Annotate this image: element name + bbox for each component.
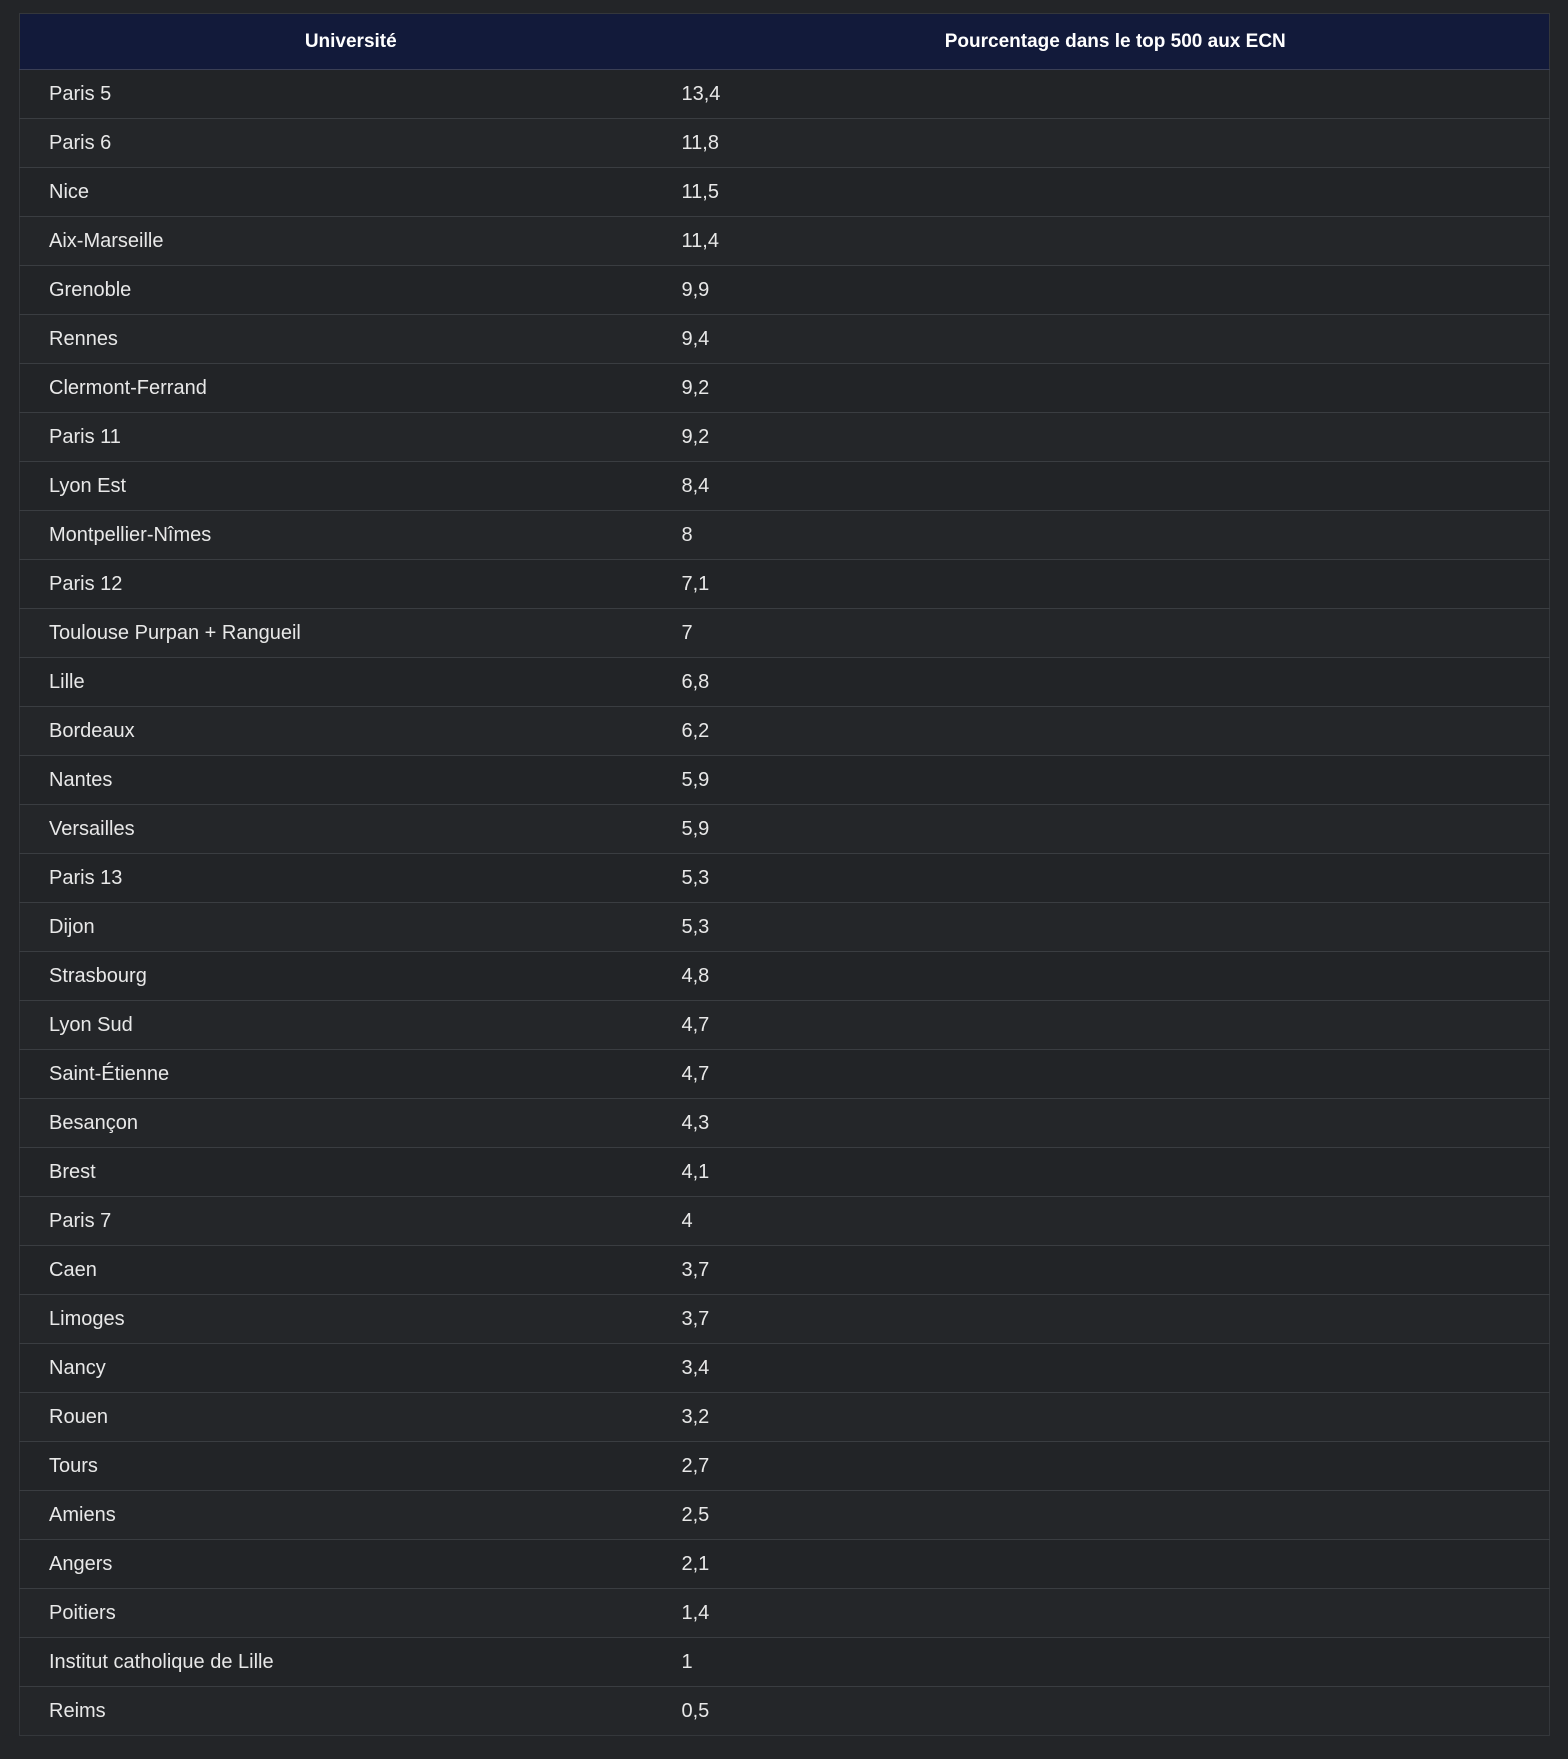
cell-pourcentage: 9,2 xyxy=(682,364,1550,413)
table-row xyxy=(20,1687,1550,1736)
table-row xyxy=(20,854,1550,903)
table-row xyxy=(20,1197,1550,1246)
table-row xyxy=(20,952,1550,1001)
cell-universite: Rennes xyxy=(20,315,682,364)
table-row xyxy=(20,1050,1550,1099)
cell-pourcentage: 5,3 xyxy=(682,854,1550,903)
cell-pourcentage: 7,1 xyxy=(682,560,1550,609)
cell-pourcentage: 3,2 xyxy=(682,1393,1550,1442)
cell-pourcentage: 4,7 xyxy=(682,1001,1550,1050)
cell-pourcentage: 8 xyxy=(682,511,1550,560)
cell-universite: Tours xyxy=(20,1442,682,1491)
cell-pourcentage: 5,9 xyxy=(682,805,1550,854)
cell-universite: Aix-Marseille xyxy=(20,217,682,266)
table-row xyxy=(20,1442,1550,1491)
cell-pourcentage: 4 xyxy=(682,1197,1550,1246)
table-row xyxy=(20,1099,1550,1148)
cell-universite: Paris 6 xyxy=(20,119,682,168)
table-row xyxy=(20,1393,1550,1442)
table-row xyxy=(20,707,1550,756)
cell-pourcentage: 5,3 xyxy=(682,903,1550,952)
table-row xyxy=(20,756,1550,805)
cell-universite: Poitiers xyxy=(20,1589,682,1638)
table-row xyxy=(20,511,1550,560)
cell-universite: Limoges xyxy=(20,1295,682,1344)
table-row xyxy=(20,1295,1550,1344)
table-row xyxy=(20,1540,1550,1589)
cell-universite: Dijon xyxy=(20,903,682,952)
cell-pourcentage: 3,4 xyxy=(682,1344,1550,1393)
cell-pourcentage: 1,4 xyxy=(682,1589,1550,1638)
cell-universite: Clermont-Ferrand xyxy=(20,364,682,413)
cell-pourcentage: 1 xyxy=(682,1638,1550,1687)
cell-pourcentage: 4,8 xyxy=(682,952,1550,1001)
cell-pourcentage: 7 xyxy=(682,609,1550,658)
cell-pourcentage: 9,9 xyxy=(682,266,1550,315)
header-row xyxy=(20,14,1550,70)
table-container xyxy=(19,13,1549,1736)
cell-universite: Paris 13 xyxy=(20,854,682,903)
cell-universite: Paris 7 xyxy=(20,1197,682,1246)
table-row xyxy=(20,462,1550,511)
table-row xyxy=(20,364,1550,413)
cell-universite: Versailles xyxy=(20,805,682,854)
cell-universite: Grenoble xyxy=(20,266,682,315)
table-header xyxy=(20,14,1550,70)
cell-pourcentage: 2,7 xyxy=(682,1442,1550,1491)
cell-universite: Saint-Étienne xyxy=(20,1050,682,1099)
cell-pourcentage: 6,8 xyxy=(682,658,1550,707)
table-row xyxy=(20,658,1550,707)
cell-universite: Reims xyxy=(20,1687,682,1736)
cell-universite: Lyon Est xyxy=(20,462,682,511)
cell-universite: Amiens xyxy=(20,1491,682,1540)
table-row xyxy=(20,560,1550,609)
table-row xyxy=(20,903,1550,952)
table-row xyxy=(20,609,1550,658)
table-row xyxy=(20,1001,1550,1050)
cell-pourcentage: 0,5 xyxy=(682,1687,1550,1736)
cell-universite: Lyon Sud xyxy=(20,1001,682,1050)
cell-universite: Toulouse Purpan + Rangueil xyxy=(20,609,682,658)
table-row xyxy=(20,217,1550,266)
cell-universite: Nancy xyxy=(20,1344,682,1393)
cell-universite: Paris 5 xyxy=(20,70,682,119)
cell-universite: Bordeaux xyxy=(20,707,682,756)
cell-universite: Montpellier-Nîmes xyxy=(20,511,682,560)
cell-universite: Strasbourg xyxy=(20,952,682,1001)
cell-universite: Paris 11 xyxy=(20,413,682,462)
cell-universite: Besançon xyxy=(20,1099,682,1148)
table-row xyxy=(20,1638,1550,1687)
cell-pourcentage: 11,4 xyxy=(682,217,1550,266)
cell-universite: Rouen xyxy=(20,1393,682,1442)
cell-pourcentage: 2,5 xyxy=(682,1491,1550,1540)
table-row xyxy=(20,1589,1550,1638)
cell-pourcentage: 11,8 xyxy=(682,119,1550,168)
table-row xyxy=(20,315,1550,364)
ranking-table xyxy=(19,13,1550,1736)
cell-universite: Nantes xyxy=(20,756,682,805)
cell-pourcentage: 8,4 xyxy=(682,462,1550,511)
table-row xyxy=(20,1344,1550,1393)
table-row xyxy=(20,266,1550,315)
table-row xyxy=(20,1148,1550,1197)
table-row xyxy=(20,805,1550,854)
cell-pourcentage: 11,5 xyxy=(682,168,1550,217)
table-row xyxy=(20,70,1550,119)
cell-pourcentage: 5,9 xyxy=(682,756,1550,805)
table-row xyxy=(20,413,1550,462)
table-row xyxy=(20,1246,1550,1295)
cell-pourcentage: 4,1 xyxy=(682,1148,1550,1197)
cell-pourcentage: 13,4 xyxy=(682,70,1550,119)
cell-pourcentage: 4,3 xyxy=(682,1099,1550,1148)
cell-pourcentage: 3,7 xyxy=(682,1295,1550,1344)
table-row xyxy=(20,1491,1550,1540)
table-row xyxy=(20,119,1550,168)
cell-pourcentage: 4,7 xyxy=(682,1050,1550,1099)
cell-pourcentage: 9,4 xyxy=(682,315,1550,364)
cell-universite: Nice xyxy=(20,168,682,217)
cell-universite: Caen xyxy=(20,1246,682,1295)
cell-universite: Paris 12 xyxy=(20,560,682,609)
cell-pourcentage: 9,2 xyxy=(682,413,1550,462)
table-row xyxy=(20,168,1550,217)
cell-universite: Brest xyxy=(20,1148,682,1197)
column-header-universite: Université xyxy=(20,14,682,70)
cell-pourcentage: 2,1 xyxy=(682,1540,1550,1589)
cell-pourcentage: 6,2 xyxy=(682,707,1550,756)
cell-pourcentage: 3,7 xyxy=(682,1246,1550,1295)
cell-universite: Institut catholique de Lille xyxy=(20,1638,682,1687)
cell-universite: Angers xyxy=(20,1540,682,1589)
table-body xyxy=(20,70,1550,1736)
column-header-pourcentage: Pourcentage dans le top 500 aux ECN xyxy=(682,14,1550,70)
cell-universite: Lille xyxy=(20,658,682,707)
